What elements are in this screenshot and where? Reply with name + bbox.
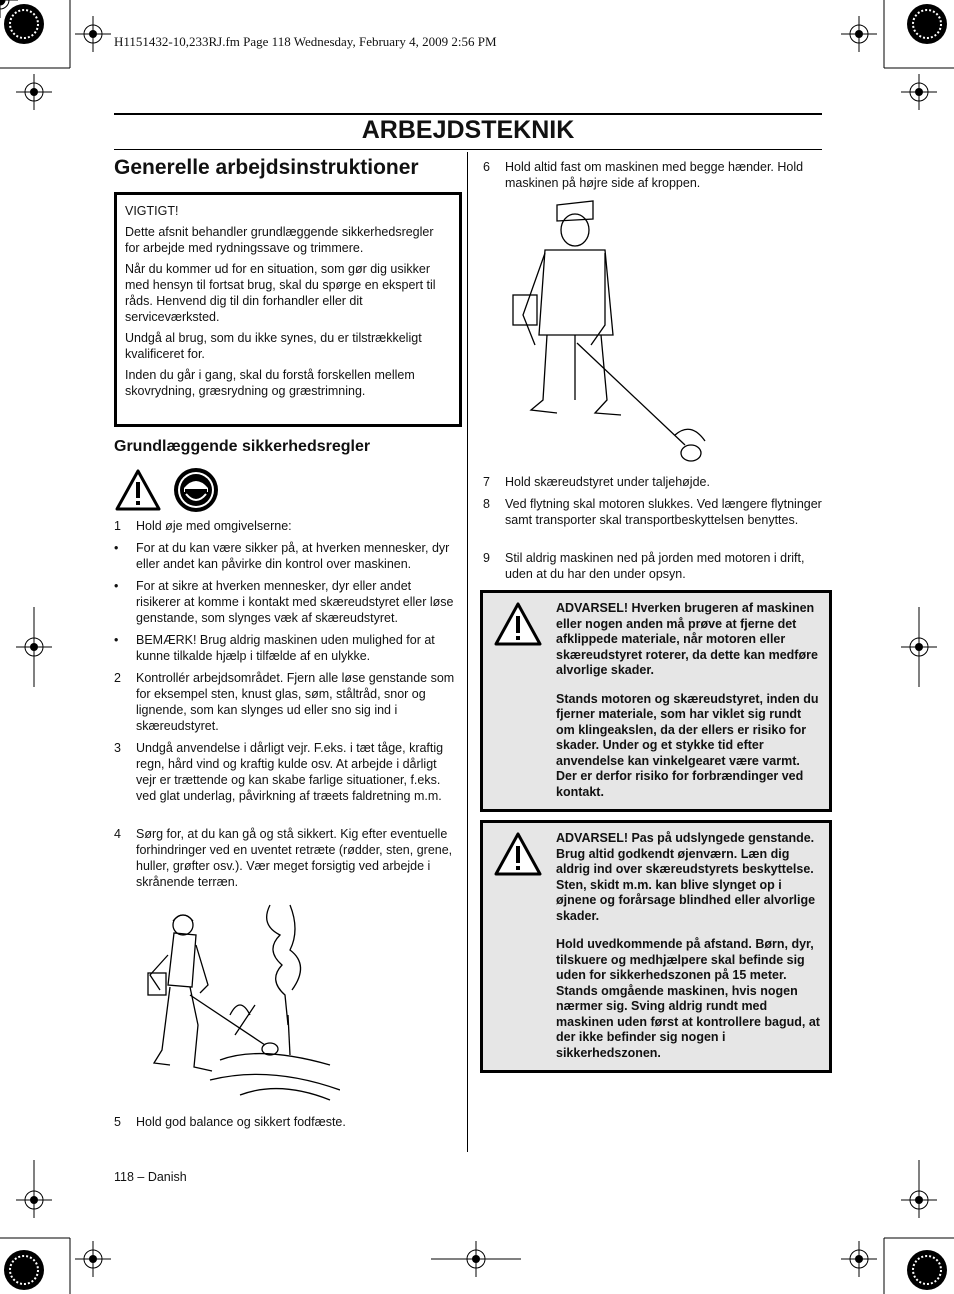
warning-text: Stands motoren og skæreudstyret, inden du fjerner materiale, som har viklet sig rundt om klingeakslen, da der ellers er risiko for skader. Under og et stykke tid efter anvendelse kan vinkelgearet være varmt. Der er derfor risiko for forbrændinger ved kontakt. (556, 691, 819, 799)
warning-triangle-icon (114, 468, 162, 512)
important-paragraph: Inden du går i gang, skal du forstå forskellen mellem skovrydning, græsrydning og græstrimning. (125, 368, 415, 398)
section-title: Generelle arbejdsinstruktioner (114, 156, 419, 179)
warning-text: Hold uvedkommende på afstand. Børn, dyr, tilskuere og medhjælpere skal befinde sig uden for sikkerhedszonen på 15 meter. Stands omgående maskinen, hvis nogen nærmer sig. Sving aldrig rundt med maskinen uden først at kontrollere bagud, at der ikke befinder sig nogen i sikkerhedszonen. (556, 937, 820, 1060)
top-rule (114, 113, 822, 115)
chapter-rule (114, 149, 822, 150)
important-paragraph: Når du kommer ud for en situation, som gør dig usikker med hensyn til fortsat brug, skal du spørge en ekspert til råds. Henvend dig til din forhandler eller dit serviceværksted. (125, 262, 436, 324)
page-footer: 118 – Danish (114, 1170, 187, 1184)
file-header-line: H1151432-10,233RJ.fm Page 118 Wednesday, February 4, 2009 2:56 PM (114, 34, 497, 49)
warning-text: ADVARSEL! Hverken brugeren af maskinen eller nogen anden må prøve at fjerne det afklippede materiale, når motoren eller skæreudstyret roterer, da dette kan medføre alvorlige skader. (556, 601, 818, 677)
chapter-title: ARBEJDSTEKNIK (361, 116, 575, 144)
warning-triangle-icon (493, 601, 543, 647)
important-box (114, 192, 462, 427)
subsection-title: Grundlæggende sikkerhedsregler (114, 438, 371, 455)
warning-box (480, 820, 832, 1073)
important-paragraph: Undgå al brug, som du ikke synes, du er tilstrækkeligt kvalificeret for. (125, 331, 422, 361)
column-divider (467, 152, 468, 1152)
warning-box (480, 590, 832, 812)
important-paragraph: Dette afsnit behandler grundlæggende sikkerhedsregler for arbejde med rydningssave og trimmere. (125, 225, 434, 255)
illustration-worker-on-slope (140, 895, 340, 1110)
illustration-worker-holding-trimmer (505, 195, 715, 470)
warning-triangle-icon (493, 831, 543, 877)
warning-text: ADVARSEL! Pas på udslyngede genstande. Brug altid godkendt øjenværn. Læn dig aldrig ind over skæreudstyrets beskyttelse. Sten, skidt m.m. kan blive slynget op i øjnene og forårsage blindhed eller alvorlige skader. (556, 831, 816, 923)
important-heading: VIGTIGT! (125, 204, 179, 218)
face-protection-icon (172, 466, 220, 514)
